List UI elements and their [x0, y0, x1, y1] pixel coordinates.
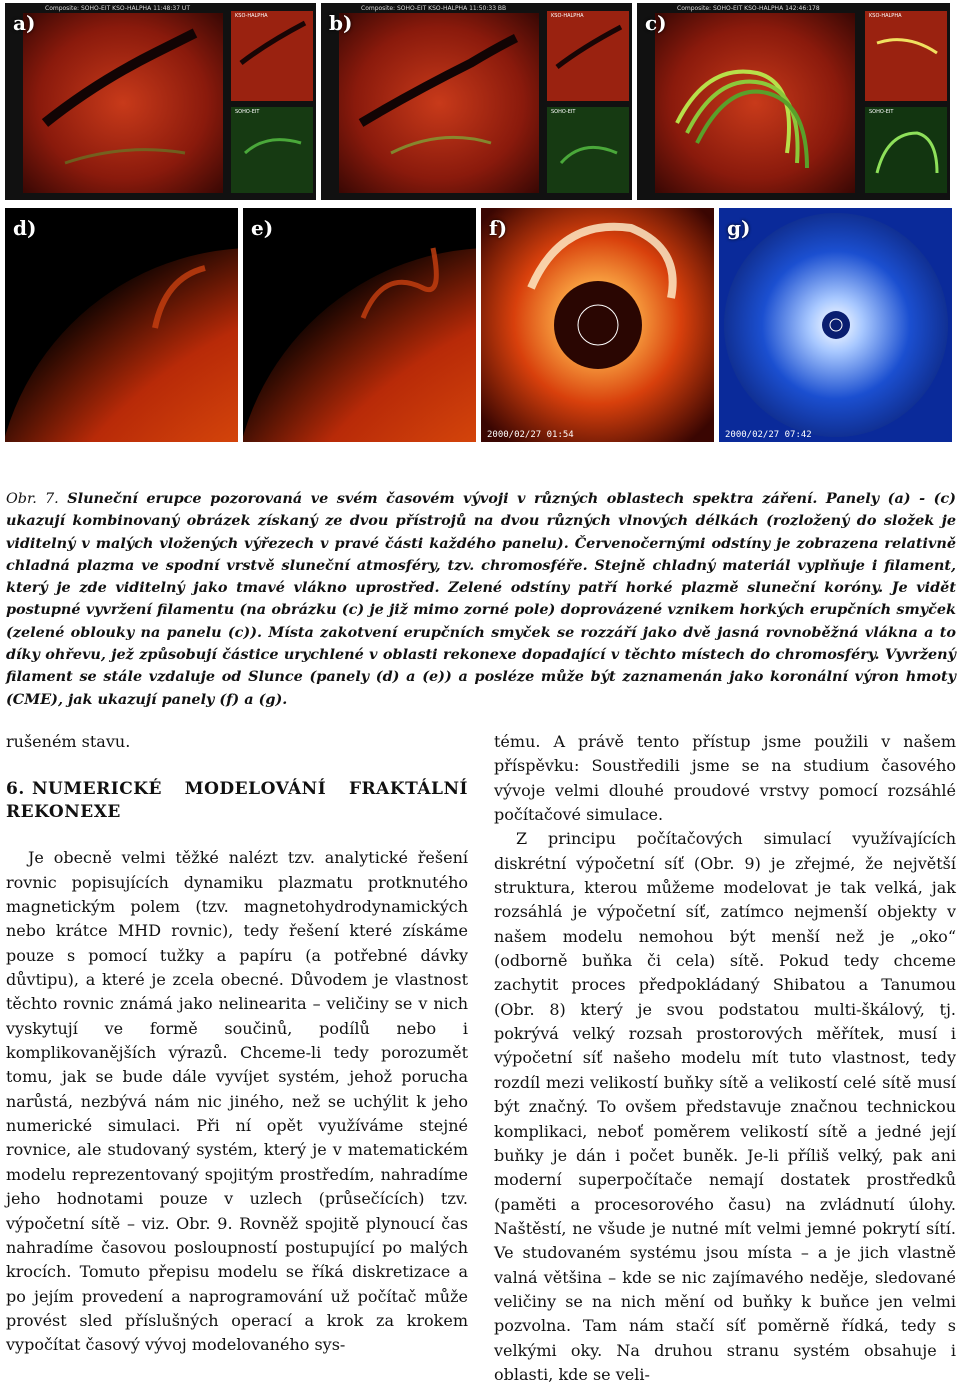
panel-f-timestamp: 2000/02/27 01:54 [487, 430, 574, 440]
panel-a-image [5, 3, 316, 200]
panel-a-inset-top: KSO-HALPHA [235, 13, 268, 19]
panel-g-image [719, 208, 952, 442]
panel-e-image [243, 208, 476, 442]
panel-g [719, 208, 952, 442]
panel-e-label: e) [251, 216, 274, 240]
panel-g-timestamp: 2000/02/27 07:42 [725, 430, 812, 440]
panel-a [5, 3, 316, 200]
panel-g-label: g) [727, 216, 751, 240]
right-carry-text: tému. A právě tento přístup jsme použili v našem příspěvku: Soustředili jsme se na studium časového vývoje velmi dlouhé proudové vrstvy pomocí rozsáhlé počítačové simulace. [494, 732, 956, 825]
panel-b-header: Composite: SOHO-EIT KSO-HALPHA 11:50:33 BB [361, 5, 507, 12]
panel-c-inset-bottom: SOHO-EIT [869, 109, 894, 115]
figure-caption [6, 488, 956, 711]
panel-d-label: d) [13, 216, 37, 240]
panel-c-inset-top: KSO-HALPHA [869, 13, 902, 19]
panel-a-header: Composite: SOHO-EIT KSO-HALPHA 11:48:37 UT [45, 5, 190, 12]
section-title: NUMERICKÉ MODELOVÁNÍ FRAKTÁLNÍ REKONEXE [6, 779, 468, 823]
panel-f-image [481, 208, 714, 442]
panel-c [637, 3, 950, 200]
panel-e [243, 208, 476, 442]
panel-b-label: b) [329, 11, 353, 35]
panel-b [321, 3, 632, 200]
panel-f [481, 208, 714, 442]
caption-lead: Obr. 7. [6, 491, 59, 507]
panel-f-label: f) [489, 216, 508, 240]
left-paragraph: Je obecně velmi těžké nalézt tzv. analytické řešení rovnic popisujících dynamiku plazmatu protknutého magnetickým polem (tzv. magnetohydrodynamických nebo krátce MHD rovnic), tedy řešení které získáme pouze s pomocí tužky a papíru (a potřebné dávky důvtipu), a které je zcela obecné. Důvodem je vlastnost těchto rovnic známá jako nelinearita – veličiny se v nich vyskytují ve formě součinů, podílů nebo i komplikovanějších výrazů. Chceme-li tedy porozumět tomu, jak se bude dále vyvíjet systém, jehož porucha narůstá, nezbývá nám nic jiného, než se uchýlit k jeho numerické simulaci. Při ní opět využíváme stejné rovnice, ale studovaný systém, který je v matematickém modelu reprezentovaný spojitým prostředím, nahradíme jeho hodnotami pouze v uzlech (průsečících) tzv. výpočetní sítě – viz. Obr. 9. Rovněž spojitě plynoucí čas nahradíme časovou posloupností postupující po malých krocích. Tomuto přepisu modelu se říká diskretizace a po jejím provedení a naprogramování už počítač může provést sled příslušných operací a krok za krokem vypočítat časový vývoj modelovaného sys- [6, 848, 468, 1355]
panel-c-image [637, 3, 950, 200]
right-column [494, 730, 956, 1387]
left-column [6, 730, 468, 1358]
panel-c-header: Composite: SOHO-EIT KSO-HALPHA 142:46:178 [677, 5, 820, 12]
panel-a-label: a) [13, 11, 36, 35]
section-heading [6, 778, 468, 824]
panel-d [5, 208, 238, 442]
section-number: 6. [6, 779, 25, 800]
panel-b-inset-bottom: SOHO-EIT [551, 109, 576, 115]
panel-c-label: c) [645, 11, 667, 35]
left-carry-text: rušeném stavu. [6, 732, 131, 751]
panel-b-image [321, 3, 632, 200]
panel-d-image [5, 208, 238, 442]
panel-a-inset-bottom: SOHO-EIT [235, 109, 260, 115]
right-paragraph: Z principu počítačových simulací využívajících diskrétní výpočetní síť (Obr. 9) je zřejmé, že největší struktura, kterou můžeme modelovat je tak velká, jak rozsáhlá je výpočetní síť, zatímco nejmenší objekty v našem modelu nemohou být menší než je „oko“ (odborně buňka či cela) sítě. Pokud tedy chceme zachytit proces předpokládaný Shibatou a Tanumou (Obr. 8) který je svou podstatou multi-škálový, tj. pokrývá velký rozsah prostorových měřítek, musí i výpočetní síť našeho modelu mít tuto vlastnost, tedy rozdíl mezi velikostí buňky sítě a velikostí celé sítě musí být značný. To ovšem představuje značnou technickou komplikaci, neboť poměrem velikostí sítě a jedné její buňky je dán i počet buněk. Je-li příliš velký, pak ani moderní superpočítače nemají dostatek prostředků (paměti a procesorového času) na zvládnutí úlohy. Naštěstí, ne všude je nutné mít velmi jemné pokrytí sítí. Ve studovaném systému jsou místa – a je jich vlastně valná většina – kde se nic zajímavého neděje, sledované veličiny se na nich mění od buňky k buňce jen velmi pozvolna. Tam nám stačí síť poměrně řídká, tedy s velkými oky. Na druhou stranu systém obsahuje i oblasti, kde se veli- [494, 829, 956, 1384]
panel-b-inset-top: KSO-HALPHA [551, 13, 584, 19]
caption-text: Sluneční erupce pozorovaná ve svém časovém vývoji v různých oblastech spektra záření. Panely (a) - (c) ukazují kombinovaný obrázek získaný ze dvou přístrojů na dvou různých vlnových délkách (rozložený do složek je viditelný v malých vložených výřezech v pravé části každého panelu). Červenočernými odstíny je zobrazena relativně chladná plazma ve spodní vrstvě sluneční atmosféry, tzv. chromosféře. Stejně chladný materiál vyplňuje i filament, který je zde viditelný jako tmavé vlákno uprostřed. Zelené odstíny patří horké plazmě sluneční koróny. Je vidět postupné vyvržení filamentu (na obrázku (c) je již mimo zorné pole) doprovázené vznikem horkých erupčních smyček (zelené oblouky na panelu (c)). Místa zakotvení erupčních smyček se rozzáří jako dvě jasná rovnoběžná vlákna a to díky ohřevu, jež způsobují částice urychlené v oblasti rekonexe dopadající v těchto místech do chromosféry. Vyvržený filament se stále vzdaluje od Slunce (panely (d) a (e)) a posléze může být zaznamenán jako koronální výron hmoty (CME), jak ukazují panely (f) a (g). [6, 490, 956, 708]
